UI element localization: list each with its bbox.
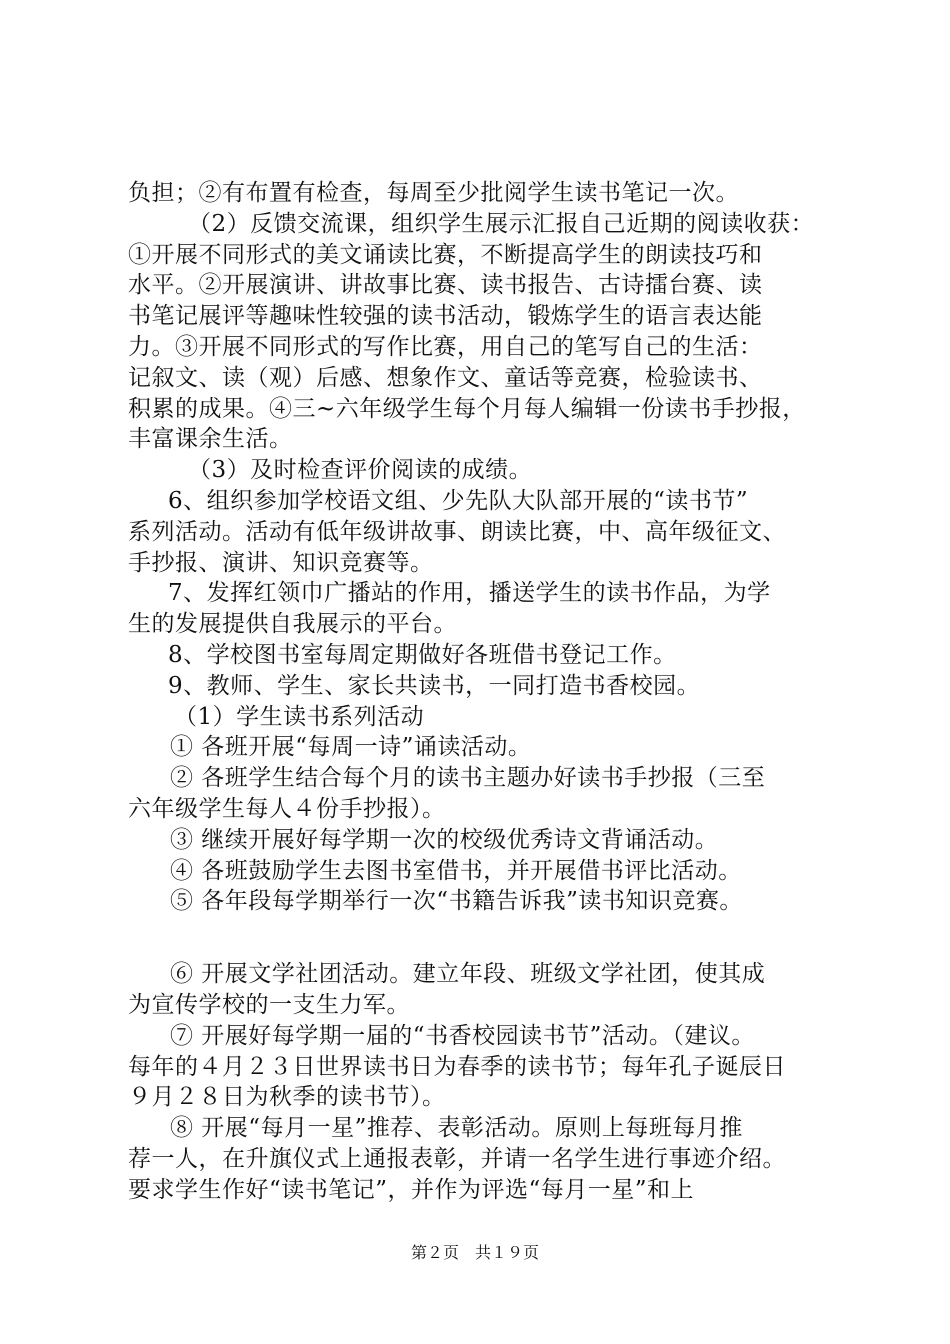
text-line: 手抄报、演讲、知识竞赛等。	[128, 549, 434, 576]
text-line: 8、学校图书室每周定期做好各班借书登记工作。	[168, 641, 677, 668]
text-line: 6、组织参加学校语文组、少先队大队部开展的“读书节”	[168, 487, 749, 514]
text-line: ② 各班学生结合每个月的读书主题办好读书手抄报（三至	[170, 765, 766, 792]
text-line: 丰富课余生活。	[128, 426, 293, 453]
text-line: 7、发挥红领巾广播站的作用，播送学生的读书作品，为学	[168, 580, 771, 607]
text-line: 力。③开展不同形式的写作比赛，用自己的笔写自己的生活：	[128, 333, 763, 360]
text-line: 荐一人，在升旗仪式上通报表彰，并请一名学生进行事迹介绍。	[128, 1145, 786, 1172]
paragraph-gap	[128, 917, 838, 959]
page-number-footer: 第２页 共１９页	[410, 1243, 539, 1262]
text-line: （2）反馈交流课，组织学生展示汇报自己近期的阅读收获：	[188, 210, 815, 237]
text-line: 水平。②开展演讲、讲故事比赛、读书报告、古诗擂台赛、读	[128, 272, 763, 299]
text-line: 六年级学生每人４份手抄报）。	[128, 795, 446, 822]
text-line: ９月２８日为秋季的读书节）。	[128, 1084, 446, 1111]
text-line: 为宣传学校的一支生力军。	[128, 991, 410, 1018]
text-line: 要求学生作好“读书笔记”，并作为评选“每月一星”和上	[128, 1176, 695, 1203]
text-line: 记叙文、读（观）后感、想象作文、童话等竞赛，检验读书、	[128, 364, 763, 391]
text-line: 生的发展提供自我展示的平台。	[128, 611, 457, 638]
text-line: ⑦ 开展好每学期一届的“书香校园读书节”活动。（建议。	[170, 1022, 755, 1049]
text-line: （1）学生读书系列活动	[174, 703, 425, 730]
text-line: ① 各班开展“每周一诗”诵读活动。	[170, 734, 532, 761]
text-line: 每年的４月２３日世界读书日为春季的读书节；每年孔子诞辰日	[128, 1053, 786, 1080]
text-line: 系列活动。活动有低年级讲故事、朗读比赛，中、高年级征文、	[128, 518, 786, 545]
document-body	[128, 178, 838, 1206]
text-line: ⑥ 开展文学社团活动。建立年段、班级文学社团，使其成	[170, 961, 766, 988]
text-line: （3）及时检查评价阅读的成绩。	[188, 457, 533, 484]
text-line: 书笔记展评等趣味性较强的读书活动，锻炼学生的语言表达能	[128, 303, 763, 330]
text-line: 9、教师、学生、家长共读书，一同打造书香校园。	[168, 672, 701, 699]
text-line: ⑤ 各年段每学期举行一次“书籍告诉我”读书知识竞赛。	[170, 888, 743, 915]
text-line: 负担；②有布置有检查，每周至少批阅学生读书笔记一次。	[128, 180, 739, 206]
text-line: ③ 继续开展好每学期一次的校级优秀诗文背诵活动。	[170, 826, 719, 853]
text-line: ⑧ 开展“每月一星”推荐、表彰活动。原则上每班每月推	[170, 1115, 743, 1142]
text-line: 积累的成果。④三~六年级学生每个月每人编辑一份读书手抄报，	[128, 395, 806, 422]
text-line: ①开展不同形式的美文诵读比赛，不断提高学生的朗读技巧和	[128, 241, 763, 268]
text-line: ④ 各班鼓励学生去图书室借书，并开展借书评比活动。	[170, 857, 742, 884]
